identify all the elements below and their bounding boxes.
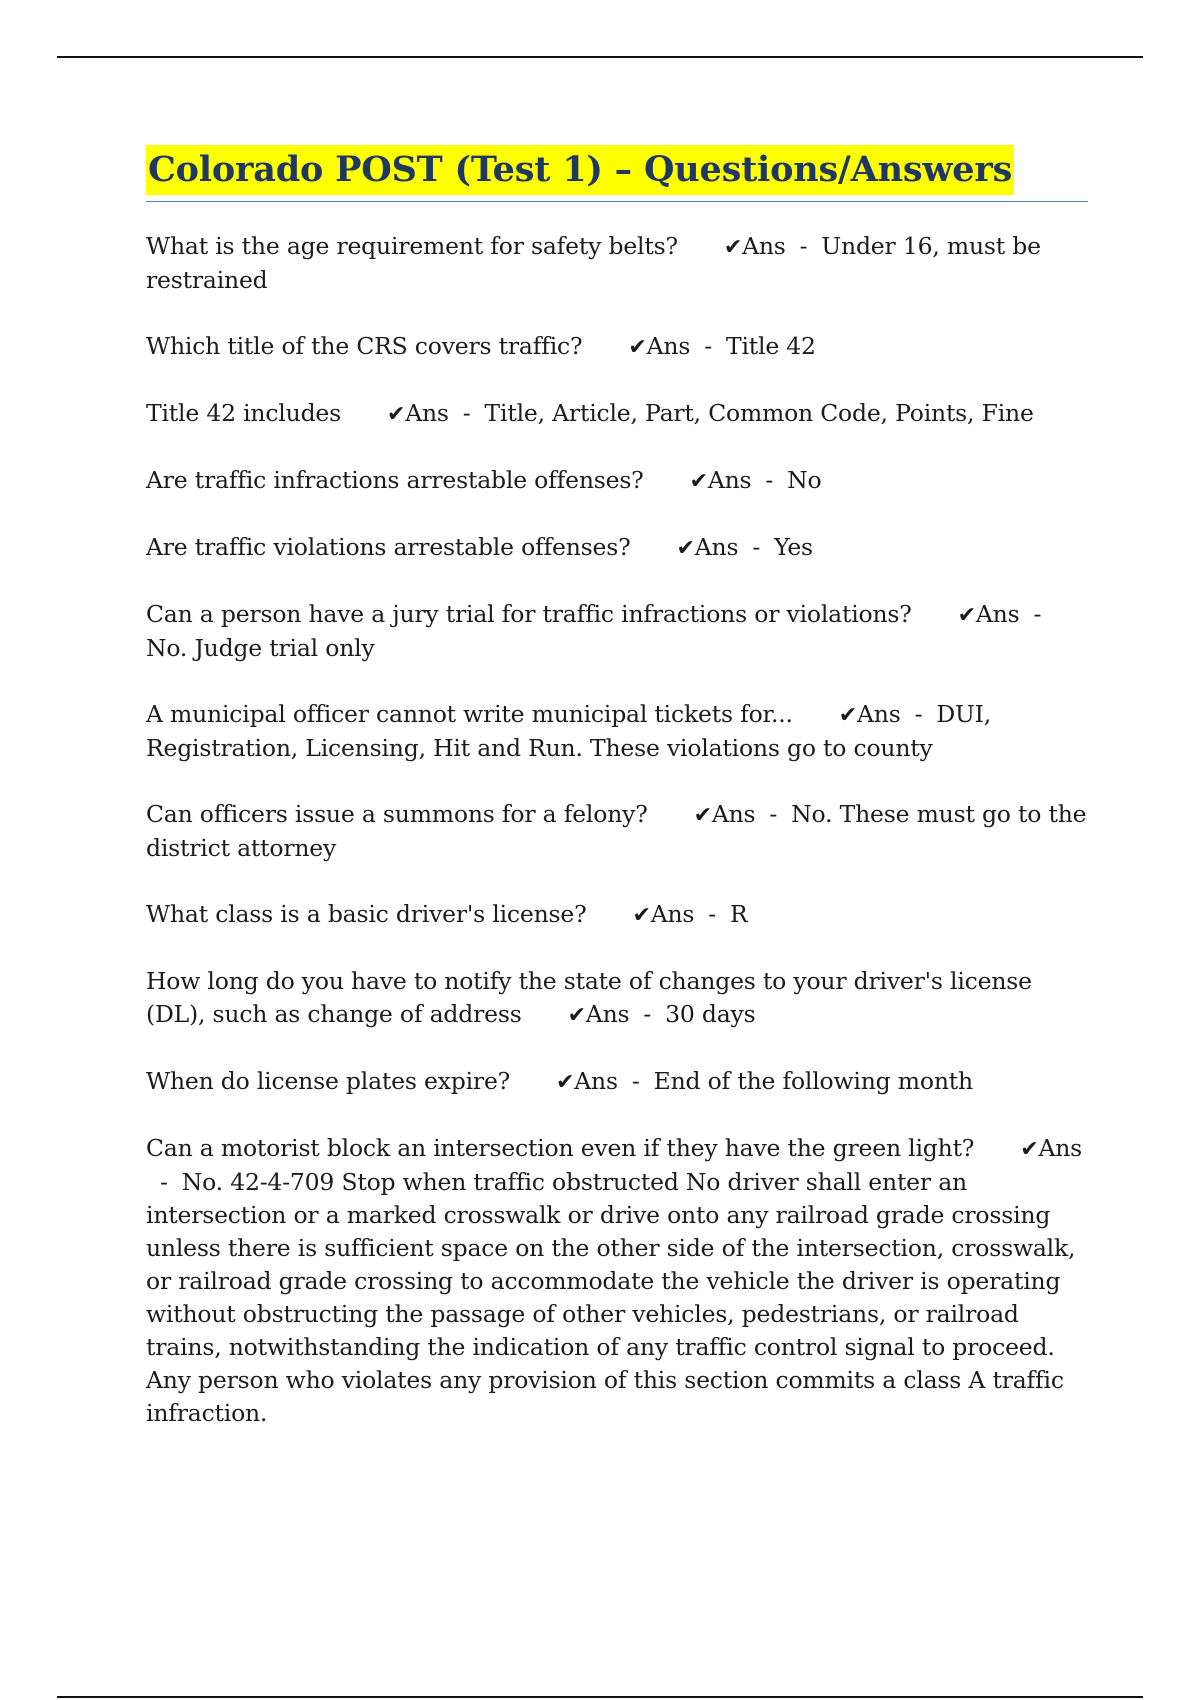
answer-text: R [730,900,748,928]
answer-text: No. 42-4-709 Stop when traffic obstructed No driver shall enter an intersection or a marked crosswalk or drive onto any railroad grade crossing unless there is sufficient space on the other side of the intersection, crosswalk, or railroad grade crossing to accommodate the vehicle the driver is operating without obstructing the passage of other vehicles, pedestrians, or railroad trains, notwithstanding the indication of any traffic control signal to proceed. Any person who violates any provision of this section commits a class A traffic infraction. [146,1168,1076,1427]
answer-text: Yes [774,533,813,561]
answer-text: Under 16, must be restrained [146,232,1041,294]
qa-item [146,230,1088,297]
question-text: A municipal officer cannot write municipal tickets for... [146,700,793,728]
answer-text: 30 days [665,1000,756,1028]
ans-dash: - [462,399,471,427]
qa-item [146,531,1088,565]
checkmark-icon: ✔ [838,703,858,728]
checkmark-icon: ✔ [723,235,743,260]
ans-label: Ans [1038,1134,1083,1162]
qa-item [146,397,1088,431]
ans-dash: - [160,1168,168,1196]
checkmark-icon: ✔ [689,469,708,494]
answer-text: Title 42 [725,332,816,360]
qa-list [146,230,1088,1430]
qa-item [146,965,1088,1032]
ans-label: Ans [742,232,786,260]
question-text: Are traffic infractions arrestable offenses? [146,466,644,494]
ans-label: Ans [857,700,901,728]
ans-dash: - [799,232,808,260]
ans-dash: - [765,466,774,494]
question-text: Can a motorist block an intersection even if they have the green light? [146,1134,975,1162]
answer-text: No [787,466,822,494]
ans-dash: - [643,1000,652,1028]
qa-item [146,1065,1088,1099]
title-block [146,145,1088,202]
ans-dash: - [769,800,778,828]
qa-item [146,598,1088,665]
answer-text: End of the following month [653,1067,973,1095]
checkmark-icon: ✔ [632,903,651,928]
ans-label: Ans [646,332,691,360]
checkmark-icon: ✔ [676,536,695,561]
question-text: What is the age requirement for safety belts? [146,232,678,260]
qa-item [146,330,1088,364]
question-text: Are traffic violations arrestable offenses? [146,533,631,561]
ans-label: Ans [711,800,756,828]
footer-rule [57,1696,1143,1698]
checkmark-icon: ✔ [567,1003,586,1028]
checkmark-icon: ✔ [386,402,406,427]
ans-label: Ans [574,1067,618,1095]
qa-item [146,1132,1088,1430]
ans-label: Ans [405,399,449,427]
checkmark-icon: ✔ [693,803,712,828]
qa-item [146,898,1088,932]
answer-text: No. These must go to the district attorney [146,800,1087,862]
ans-label: Ans [650,900,695,928]
ans-dash: - [708,900,717,928]
question-text: Which title of the CRS covers traffic? [146,332,583,360]
document-title: Colorado POST (Test 1) – Questions/Answers [146,145,1014,195]
ans-dash: - [631,1067,640,1095]
ans-dash: - [1033,600,1042,628]
qa-item [146,798,1088,865]
checkmark-icon: ✔ [1020,1137,1039,1162]
ans-label: Ans [585,1000,630,1028]
answer-text: DUI, Registration, Licensing, Hit and Run. These violations go to county [146,700,991,762]
question-text: Title 42 includes [146,399,341,427]
qa-item [146,698,1088,765]
answer-text: No. Judge trial only [146,634,375,662]
ans-dash: - [914,700,923,728]
checkmark-icon: ✔ [556,1070,575,1095]
question-text: When do license plates expire? [146,1067,511,1095]
question-text: What class is a basic driver's license? [146,900,587,928]
document-body [146,145,1088,1463]
ans-dash: - [752,533,761,561]
question-text: How long do you have to notify the state of changes to your driver's license (DL), such as change of address [146,967,1032,1028]
ans-label: Ans [707,466,752,494]
checkmark-icon: ✔ [957,603,976,628]
header-rule [57,56,1143,58]
question-text: Can a person have a jury trial for traffic infractions or violations? [146,600,912,628]
qa-item [146,464,1088,498]
question-text: Can officers issue a summons for a felony? [146,800,648,828]
checkmark-icon: ✔ [628,335,647,360]
ans-dash: - [704,332,712,360]
ans-label: Ans [694,533,739,561]
answer-text: Title, Article, Part, Common Code, Points, Fine [484,399,1034,427]
ans-label: Ans [975,600,1020,628]
